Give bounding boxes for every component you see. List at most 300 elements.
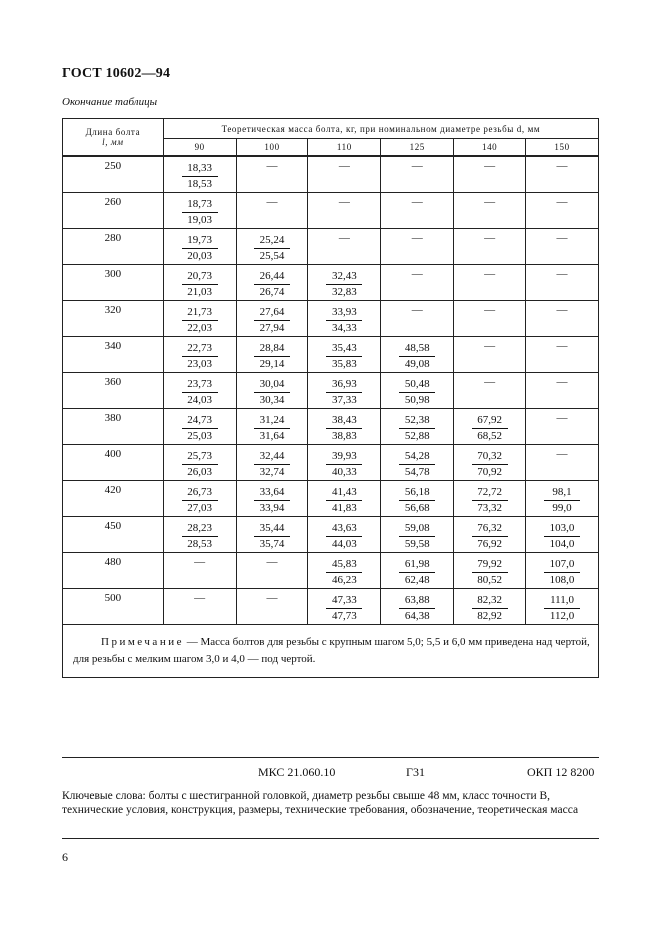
mass-coarse-pitch: 56,18 (399, 485, 435, 501)
mass-fraction (544, 557, 580, 588)
mass-table (62, 118, 599, 678)
mass-coarse-pitch: 31,24 (254, 413, 290, 429)
empty-dash: — (484, 304, 496, 316)
mass-coarse-pitch: 82,32 (472, 593, 508, 609)
mass-coarse-pitch: 54,28 (399, 449, 435, 465)
mass-fraction (472, 593, 508, 624)
mass-fine-pitch: 82,92 (477, 610, 502, 622)
mass-coarse-pitch: 103,0 (544, 521, 580, 537)
mass-fraction (399, 485, 435, 516)
mass-cell (381, 445, 454, 481)
mass-coarse-pitch: 63,88 (399, 593, 435, 609)
mass-fraction (399, 341, 435, 372)
mass-fraction (326, 269, 362, 300)
mass-fraction (182, 197, 218, 228)
mass-coarse-pitch: 111,0 (544, 593, 580, 609)
length-value: 340 (104, 340, 122, 352)
mass-cell (236, 265, 308, 301)
mass-cell (308, 301, 381, 337)
length-cell (63, 229, 164, 265)
mass-coarse-pitch: 28,84 (254, 341, 290, 357)
mass-cell (454, 517, 526, 553)
mass-cell (236, 229, 308, 265)
mass-cell (308, 156, 381, 193)
mass-fraction (472, 521, 508, 552)
table-row (63, 445, 599, 481)
mass-fraction (254, 413, 290, 444)
mass-fraction (326, 305, 362, 336)
mass-fraction (544, 521, 580, 552)
table-row (63, 265, 599, 301)
mass-fine-pitch: 28,53 (187, 538, 213, 550)
mass-fine-pitch: 73,32 (477, 502, 502, 514)
mass-coarse-pitch: 24,73 (182, 413, 218, 429)
mass-cell (526, 265, 599, 301)
mass-cell (381, 301, 454, 337)
mass-fine-pitch: 19,03 (187, 214, 213, 226)
mass-coarse-pitch: 76,32 (472, 521, 508, 537)
empty-dash: — (338, 196, 350, 208)
length-value: 480 (104, 556, 122, 568)
column-header-length-line2: l, мм (102, 137, 124, 147)
mass-coarse-pitch: 35,43 (326, 341, 362, 357)
mass-fine-pitch: 26,74 (259, 286, 285, 298)
empty-dash: — (484, 340, 496, 352)
table-caption: Окончание таблицы (62, 96, 158, 108)
mass-cell (526, 229, 599, 265)
mass-fraction (254, 377, 290, 408)
document-title: ГОСТ 10602—94 (62, 66, 171, 81)
length-cell (63, 265, 164, 301)
length-cell (63, 193, 164, 229)
empty-dash: — (556, 196, 568, 208)
table-row (63, 409, 599, 445)
table-note (63, 625, 599, 678)
mass-fine-pitch: 27,94 (259, 322, 285, 334)
mass-fine-pitch: 27,03 (187, 502, 213, 514)
mass-fraction (472, 449, 508, 480)
mass-cell (308, 517, 381, 553)
mass-cell (454, 156, 526, 193)
length-cell (63, 481, 164, 517)
length-value: 400 (104, 448, 122, 460)
length-cell (63, 517, 164, 553)
length-cell (63, 445, 164, 481)
mass-fine-pitch: 23,03 (187, 358, 213, 370)
mass-fine-pitch: 34,33 (332, 322, 357, 334)
mass-fine-pitch: 104,0 (549, 538, 575, 550)
empty-dash: — (266, 160, 278, 172)
mass-cell (526, 337, 599, 373)
mass-fraction (254, 305, 290, 336)
mass-fine-pitch: 33,94 (259, 502, 285, 514)
mass-fine-pitch: 76,92 (477, 538, 502, 550)
mass-cell (381, 589, 454, 625)
mass-fraction (326, 557, 362, 588)
length-value: 450 (104, 520, 122, 532)
empty-dash: — (556, 304, 568, 316)
empty-dash: — (411, 268, 423, 280)
mass-cell (236, 481, 308, 517)
note-label: Примечание (101, 636, 184, 648)
mass-coarse-pitch: 18,33 (182, 161, 218, 177)
mass-fraction (326, 341, 362, 372)
mass-fraction (399, 557, 435, 588)
empty-dash: — (338, 160, 350, 172)
mass-cell (381, 553, 454, 589)
mass-fraction (254, 233, 290, 264)
mass-fraction (182, 305, 218, 336)
mass-fraction (182, 233, 218, 264)
mass-cell (381, 373, 454, 409)
mass-fraction (399, 377, 435, 408)
mass-coarse-pitch: 50,48 (399, 377, 435, 393)
length-cell (63, 156, 164, 193)
mass-cell (308, 193, 381, 229)
mass-cell (163, 589, 236, 625)
mass-fine-pitch: 50,98 (404, 394, 430, 406)
mass-cell (308, 337, 381, 373)
mass-fraction (182, 485, 218, 516)
mass-fraction (399, 593, 435, 624)
mass-fraction (254, 449, 290, 480)
mass-coarse-pitch: 22,73 (182, 341, 218, 357)
empty-dash: — (556, 340, 568, 352)
mass-fine-pitch: 40,33 (332, 466, 357, 478)
mass-coarse-pitch: 38,43 (326, 413, 362, 429)
length-cell (63, 589, 164, 625)
length-cell (63, 553, 164, 589)
mass-cell (454, 373, 526, 409)
empty-dash: — (556, 160, 568, 172)
mass-cell (163, 193, 236, 229)
mass-coarse-pitch: 27,64 (254, 305, 290, 321)
mass-coarse-pitch: 45,83 (326, 557, 362, 573)
mass-fine-pitch: 20,03 (187, 250, 213, 262)
mass-cell (236, 301, 308, 337)
mass-fine-pitch: 112,0 (549, 610, 575, 622)
diameter-header: 125 (381, 139, 454, 157)
mass-cell (454, 553, 526, 589)
mass-coarse-pitch: 39,93 (326, 449, 362, 465)
column-header-length (63, 119, 164, 157)
table-row (63, 229, 599, 265)
empty-dash: — (556, 268, 568, 280)
mass-fine-pitch: 54,78 (404, 466, 430, 478)
mass-coarse-pitch: 107,0 (544, 557, 580, 573)
mass-cell (454, 589, 526, 625)
empty-dash: — (411, 232, 423, 244)
diameter-header: 140 (454, 139, 526, 157)
mass-coarse-pitch: 20,73 (182, 269, 218, 285)
mass-fraction (544, 485, 580, 516)
diameter-header: 90 (163, 139, 236, 157)
mass-cell (236, 373, 308, 409)
empty-dash: — (484, 376, 496, 388)
mass-coarse-pitch: 28,23 (182, 521, 218, 537)
mass-coarse-pitch: 25,73 (182, 449, 218, 465)
mass-cell (236, 553, 308, 589)
mass-fine-pitch: 35,74 (259, 538, 285, 550)
mass-fraction (182, 161, 218, 192)
mass-coarse-pitch: 18,73 (182, 197, 218, 213)
mass-coarse-pitch: 33,93 (326, 305, 362, 321)
table-row (63, 373, 599, 409)
mass-coarse-pitch: 41,43 (326, 485, 362, 501)
mass-fraction (182, 341, 218, 372)
mass-fine-pitch: 80,52 (477, 574, 502, 586)
mass-fine-pitch: 41,83 (332, 502, 357, 514)
footer-rule-bottom (62, 838, 599, 839)
empty-dash: — (194, 592, 206, 604)
mass-coarse-pitch: 32,43 (326, 269, 362, 285)
length-value: 380 (104, 412, 122, 424)
mass-cell (236, 156, 308, 193)
table-row (63, 589, 599, 625)
mass-coarse-pitch: 35,44 (254, 521, 290, 537)
mass-cell (526, 409, 599, 445)
mass-fine-pitch: 24,03 (187, 394, 213, 406)
mass-fine-pitch: 44,03 (332, 538, 357, 550)
mass-fine-pitch: 25,03 (187, 430, 213, 442)
mass-fraction (472, 485, 508, 516)
mass-cell (163, 301, 236, 337)
length-value: 260 (104, 196, 122, 208)
mass-fine-pitch: 56,68 (404, 502, 430, 514)
empty-dash: — (266, 556, 278, 568)
mass-fraction (472, 413, 508, 444)
mass-cell (526, 481, 599, 517)
mass-fraction (326, 413, 362, 444)
length-cell (63, 301, 164, 337)
empty-dash: — (484, 196, 496, 208)
table-row (63, 156, 599, 193)
mass-fine-pitch: 32,74 (259, 466, 285, 478)
mass-cell (163, 373, 236, 409)
mass-fraction (254, 521, 290, 552)
mass-fine-pitch: 38,83 (332, 430, 357, 442)
page-number: 6 (62, 850, 68, 864)
mass-coarse-pitch: 32,44 (254, 449, 290, 465)
empty-dash: — (338, 232, 350, 244)
mass-coarse-pitch: 79,92 (472, 557, 508, 573)
empty-dash: — (556, 376, 568, 388)
mass-cell (236, 589, 308, 625)
mass-cell (381, 409, 454, 445)
length-value: 320 (104, 304, 122, 316)
mass-coarse-pitch: 33,64 (254, 485, 290, 501)
length-cell (63, 337, 164, 373)
empty-dash: — (484, 160, 496, 172)
mass-cell (454, 265, 526, 301)
mass-fraction (399, 521, 435, 552)
mass-cell (308, 589, 381, 625)
mass-fine-pitch: 32,83 (332, 286, 357, 298)
diameter-header: 110 (308, 139, 381, 157)
mass-cell (526, 517, 599, 553)
footer-okp: ОКП 12 8200 (527, 765, 595, 779)
group-header: Теоретическая масса болта, кг, при номинальном диаметре резьбы d, мм (163, 119, 598, 139)
mass-fraction (182, 449, 218, 480)
mass-cell (454, 481, 526, 517)
length-value: 280 (104, 232, 122, 244)
mass-fraction (544, 593, 580, 624)
mass-cell (163, 265, 236, 301)
mass-fraction (182, 413, 218, 444)
mass-cell (454, 445, 526, 481)
mass-fine-pitch: 30,34 (259, 394, 285, 406)
mass-fine-pitch: 99,0 (552, 502, 572, 514)
mass-fraction (254, 269, 290, 300)
mass-cell (526, 373, 599, 409)
mass-coarse-pitch: 26,73 (182, 485, 218, 501)
mass-fine-pitch: 25,54 (259, 250, 285, 262)
table-row (63, 193, 599, 229)
mass-coarse-pitch: 26,44 (254, 269, 290, 285)
mass-cell (526, 553, 599, 589)
mass-fraction (182, 521, 218, 552)
mass-cell (163, 409, 236, 445)
mass-cell (236, 445, 308, 481)
mass-fine-pitch: 22,03 (187, 322, 213, 334)
mass-coarse-pitch: 30,04 (254, 377, 290, 393)
mass-cell (381, 156, 454, 193)
mass-fraction (399, 449, 435, 480)
mass-fine-pitch: 35,83 (332, 358, 357, 370)
mass-fraction (326, 521, 362, 552)
note-text: — Масса болтов для резьбы с крупным шагом 5,0; 5,5 и 6,0 мм приведена над чертой, для резьбы с мелким шагом 3,0 и 4,0 — под чертой. (73, 636, 590, 665)
mass-cell (308, 553, 381, 589)
mass-fraction (472, 557, 508, 588)
mass-fine-pitch: 108,0 (549, 574, 575, 586)
empty-dash: — (194, 556, 206, 568)
footer-mks: МКС 21.060.10 (258, 765, 336, 779)
mass-coarse-pitch: 61,98 (399, 557, 435, 573)
mass-cell (308, 445, 381, 481)
mass-cell (381, 193, 454, 229)
keywords: Ключевые слова: болты с шестигранной головкой, диаметр резьбы свыше 48 мм, класс точности В, технические условия, конструкция, размеры, технические требования, обозначение, теоретическая масса (62, 790, 579, 816)
mass-fine-pitch: 62,48 (404, 574, 430, 586)
mass-fine-pitch: 37,33 (332, 394, 357, 406)
empty-dash: — (266, 592, 278, 604)
mass-cell (454, 229, 526, 265)
mass-coarse-pitch: 52,38 (399, 413, 435, 429)
diameter-header: 150 (526, 139, 599, 157)
mass-cell (163, 445, 236, 481)
mass-cell (163, 337, 236, 373)
mass-cell (163, 156, 236, 193)
mass-cell (454, 409, 526, 445)
mass-cell (236, 409, 308, 445)
length-cell (63, 373, 164, 409)
mass-fine-pitch: 18,53 (187, 178, 213, 190)
mass-coarse-pitch: 70,32 (472, 449, 508, 465)
table-row (63, 553, 599, 589)
mass-fine-pitch: 26,03 (187, 466, 213, 478)
mass-coarse-pitch: 48,58 (399, 341, 435, 357)
mass-fraction (326, 377, 362, 408)
mass-cell (381, 481, 454, 517)
column-header-length-line1: Длина болта (85, 127, 141, 137)
mass-cell (308, 265, 381, 301)
empty-dash: — (556, 448, 568, 460)
length-cell (63, 409, 164, 445)
mass-fine-pitch: 29,14 (259, 358, 285, 370)
mass-coarse-pitch: 43,63 (326, 521, 362, 537)
empty-dash: — (411, 196, 423, 208)
mass-fine-pitch: 21,03 (187, 286, 213, 298)
mass-fraction (182, 377, 218, 408)
mass-cell (308, 481, 381, 517)
mass-fraction (182, 269, 218, 300)
mass-cell (381, 265, 454, 301)
mass-cell (454, 301, 526, 337)
mass-cell (163, 517, 236, 553)
mass-fine-pitch: 31,64 (259, 430, 285, 442)
mass-cell (526, 301, 599, 337)
length-value: 360 (104, 376, 122, 388)
mass-coarse-pitch: 47,33 (326, 593, 362, 609)
mass-cell (236, 337, 308, 373)
mass-cell (381, 517, 454, 553)
table-row (63, 481, 599, 517)
mass-fine-pitch: 70,92 (477, 466, 502, 478)
mass-cell (526, 445, 599, 481)
mass-cell (381, 229, 454, 265)
mass-coarse-pitch: 19,73 (182, 233, 218, 249)
mass-cell (526, 589, 599, 625)
mass-cell (163, 553, 236, 589)
mass-fine-pitch: 64,38 (404, 610, 430, 622)
footer-rule-top (62, 757, 599, 758)
mass-cell (236, 517, 308, 553)
table-row (63, 337, 599, 373)
length-value: 420 (104, 484, 122, 496)
mass-fraction (326, 593, 362, 624)
mass-coarse-pitch: 21,73 (182, 305, 218, 321)
mass-cell (236, 193, 308, 229)
mass-coarse-pitch: 72,72 (472, 485, 508, 501)
mass-fraction (326, 485, 362, 516)
mass-cell (526, 156, 599, 193)
mass-coarse-pitch: 59,08 (399, 521, 435, 537)
mass-cell (163, 229, 236, 265)
empty-dash: — (411, 304, 423, 316)
mass-fine-pitch: 59,58 (404, 538, 430, 550)
mass-coarse-pitch: 36,93 (326, 377, 362, 393)
mass-fine-pitch: 47,73 (332, 610, 357, 622)
mass-coarse-pitch: 23,73 (182, 377, 218, 393)
table-row (63, 301, 599, 337)
empty-dash: — (556, 412, 568, 424)
length-value: 250 (104, 160, 122, 172)
empty-dash: — (556, 232, 568, 244)
mass-cell (308, 229, 381, 265)
empty-dash: — (484, 268, 496, 280)
mass-cell (308, 373, 381, 409)
table-row (63, 517, 599, 553)
mass-cell (526, 193, 599, 229)
mass-fine-pitch: 49,08 (404, 358, 430, 370)
length-value: 300 (104, 268, 122, 280)
footer-group-code: Г31 (406, 765, 425, 779)
mass-cell (454, 337, 526, 373)
empty-dash: — (266, 196, 278, 208)
mass-cell (381, 337, 454, 373)
mass-fine-pitch: 68,52 (477, 430, 502, 442)
diameter-header: 100 (236, 139, 308, 157)
mass-cell (454, 193, 526, 229)
